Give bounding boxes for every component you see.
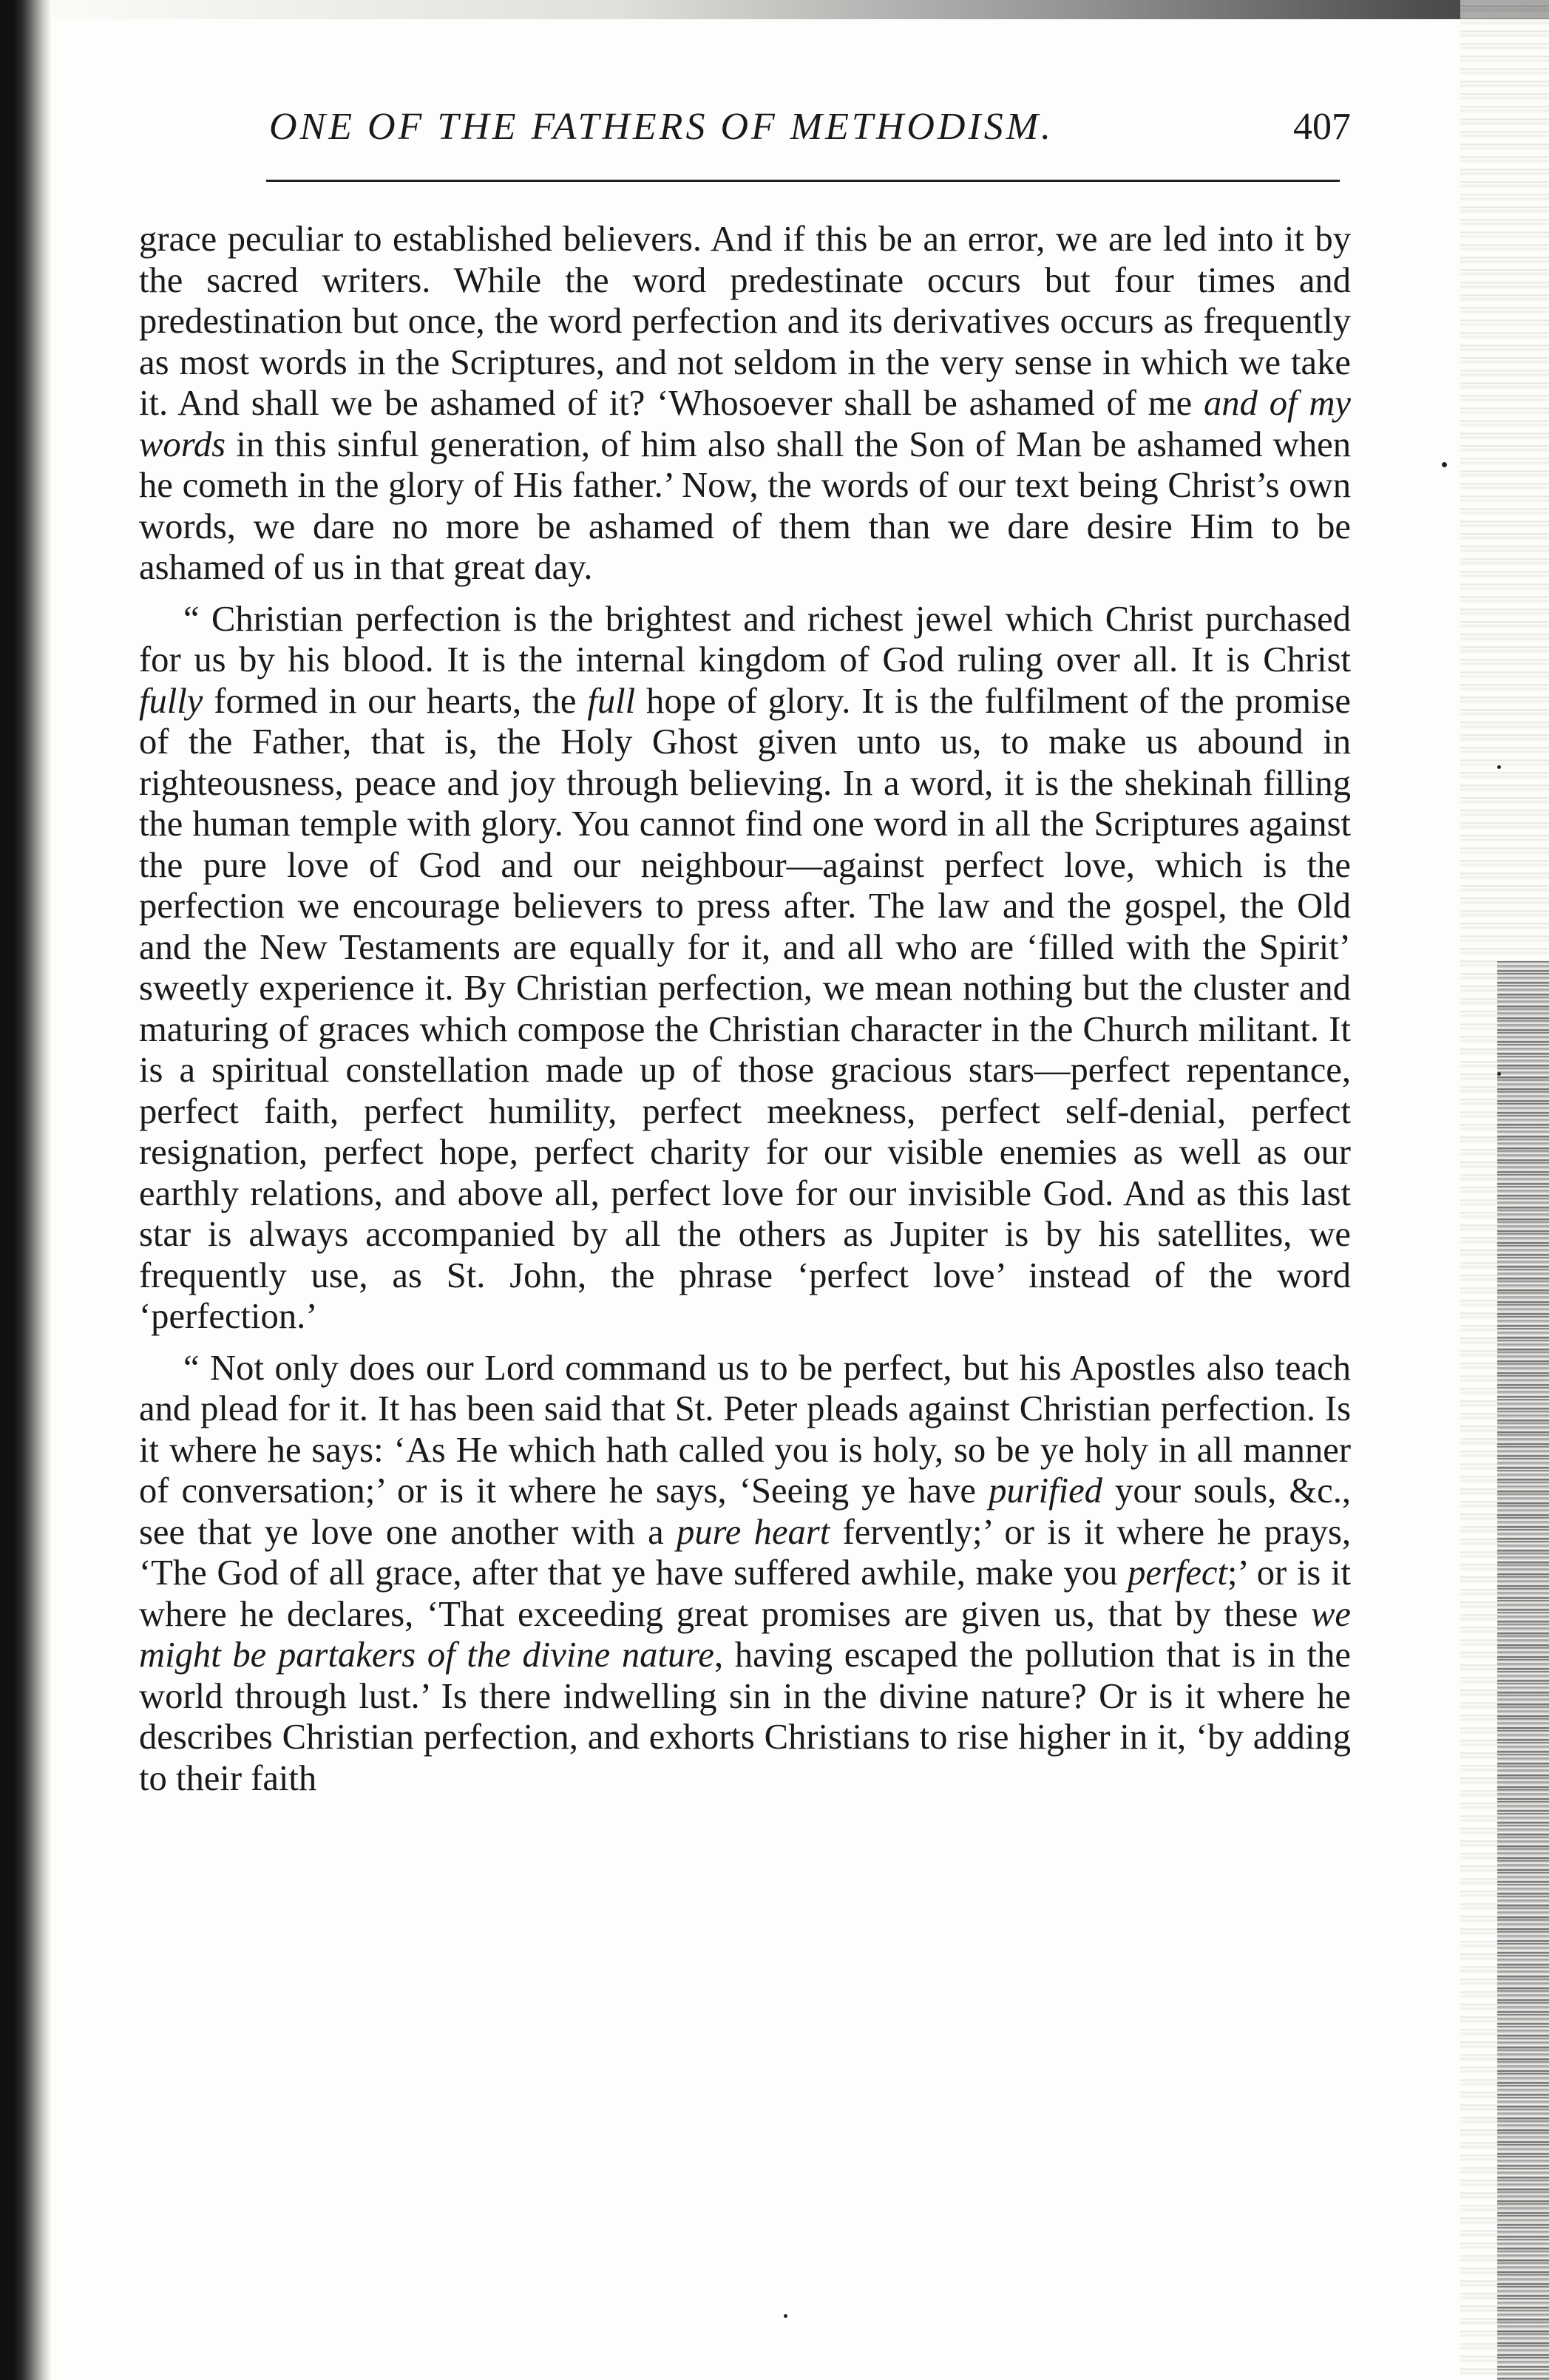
running-header (186, 105, 1351, 157)
text-run: “ Not only does our Lord command us to be perfect, but his Apostles also teach and plead for it. It has been said that St. Peter pleads against Christian perfection. Is it where he says: ‘As He which hath called you is holy, so be ye holy in all manner of conversation;’ or is it where he says, ‘Seeing ye have (139, 1347, 1351, 1511)
italic-run: purified (989, 1471, 1102, 1511)
book-spine-shadow (0, 0, 52, 2380)
scan-top-edge (0, 0, 1549, 19)
italic-run: and of my words (139, 383, 1351, 464)
running-title: ONE OF THE FATHERS OF METHODISM. (269, 106, 1054, 148)
body-text (139, 219, 1351, 1799)
text-run: your souls, &c., see that ye love one another with a (139, 1471, 1351, 1552)
ink-speck (784, 2314, 787, 2318)
paragraph-3 (139, 1348, 1351, 1800)
italic-run: pure heart (677, 1511, 830, 1552)
italic-run: full (587, 680, 636, 721)
italic-run: perfect (1128, 1553, 1227, 1593)
text-run: hope of glory. It is the fulfilment of the promise of the Father, that is, the Holy Ghost given unto us, to make us abound in righteousness, peace and joy through believing. In a word, it is the shekinah filling the human temple with glory. You cannot find one word in all the Scriptures against the pure love of God and our neighbour—against perfect love, which is the perfection we encourage believers to press after. The law and the gospel, the Old and the New Testaments are equally for it, and all who are ‘filled with the Spirit’ sweetly experience it. By Christian perfection, we mean nothing but the cluster and maturing of graces which compose the Christian character in the Church militant. It is a spiritual constellation made up of those gracious stars—perfect repentance, perfect faith, perfect humility, perfect meekness, perfect self-denial, perfect resignation, perfect hope, perfect charity for our visible enemies as well as our earthly relations, and above all, perfect love for our invisible God. And as this last star is always accompanied by all the others as Jupiter is by his satellites, we frequently use, as St. John, the phrase ‘perfect love’ instead of the word ‘perfection.’ (139, 680, 1351, 1336)
text-run: in this sinful generation, of him also shall the Son of Man be ashamed when he cometh in the glory of His father.’ Now, the words of our text being Christ’s own words, we dare no more be ashamed of them than we dare desire Him to be ashamed of us in that great day. (139, 424, 1351, 587)
italic-run: fully (139, 680, 203, 721)
text-run: , having escaped the pollution that is in the world through lust.’ Is there indwelling sin in the divine nature? Or is it where he describes Christian perfection, and exhorts Christians to rise higher in it, ‘by adding to their faith (139, 1635, 1351, 1798)
ink-speck (1442, 462, 1447, 467)
text-run: grace peculiar to established believers. And if this be an error, we are led into it by the sacred writers. While the word predestinate occurs but four times and predestination but once, the word perfection and its derivatives occurs as frequently as most words in the Scriptures, and not seldom in the very sense in which we take it. And shall we be ashamed of it? ‘Whosoever shall be ashamed of me (139, 219, 1351, 423)
page-number: 407 (1293, 106, 1351, 148)
paragraph-2 (139, 599, 1351, 1338)
ink-speck (1497, 1072, 1501, 1076)
ink-speck (1497, 765, 1501, 769)
italic-run: we might be partakers of the divine nature (139, 1593, 1351, 1675)
text-run: “ Christian perfection is the brightest and richest jewel which Christ purchased for us by his blood. It is the internal kingdom of God ruling over all. It is Christ (139, 598, 1351, 679)
paragraph-1 (139, 219, 1351, 589)
text-run: formed in our hearts, the (203, 680, 588, 721)
text-run: ;’ or is it where he declares, ‘That exceeding great promises are given us, that by these (139, 1553, 1351, 1634)
text-run: fervently;’ or is it where he prays, ‘The God of all grace, after that ye have suffered awhile, make you (139, 1511, 1352, 1593)
page-right-edge-dark (1497, 961, 1549, 2380)
header-rule (266, 180, 1340, 182)
